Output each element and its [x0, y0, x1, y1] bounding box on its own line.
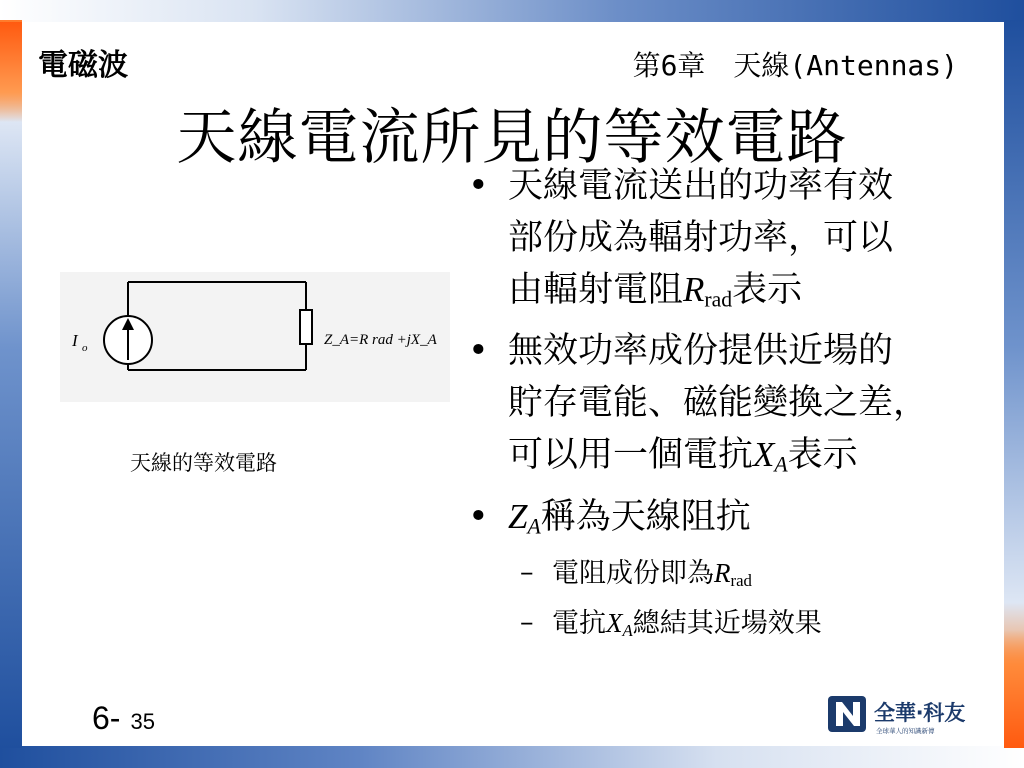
bullet-reactance: • 無效功率成份提供近場的 貯存電能、磁能變換之差， 可以用一個電抗$X_A$表示: [462, 325, 982, 490]
impedance-resistor-icon: [300, 310, 312, 344]
bullet-antenna-impedance: • $Z_A$稱為天線阻抗: [462, 491, 982, 552]
course-title: 電磁波: [38, 48, 128, 83]
bullet-dot-icon: •: [468, 496, 489, 537]
publisher-logo: [826, 692, 996, 738]
svg-text:全球華人的知識新傳: 全球華人的知識新傳: [876, 727, 935, 735]
page-number: 6- 35: [92, 700, 155, 736]
bullet-dot-icon: •: [468, 331, 489, 372]
source-subscript: o: [82, 342, 88, 354]
dash-icon: –: [520, 607, 534, 639]
subbullet-resistance: – 電阻成份即為$R_{rad}$: [462, 552, 982, 602]
bottom-border-band: [0, 746, 1024, 768]
bullet-radiation-resistance: • 天線電流送出的功率有效 部份成為輻射功率，可以 由輻射電阻$R_{rad}$表示: [462, 160, 982, 325]
chapter-title: 第6章 天線(Antennas): [632, 49, 958, 82]
dash-icon: –: [520, 557, 534, 589]
slide-title: 天線電流所見的等效電路: [176, 103, 848, 173]
bullet-list: [462, 160, 982, 653]
impedance-label: Z_A=R rad +jX_A: [324, 332, 437, 348]
subbullet-reactance: – 電抗$X_A$總結其近場效果: [462, 602, 982, 652]
source-label: I: [72, 331, 78, 350]
top-border-band: [0, 0, 1024, 22]
bullet-dot-icon: •: [468, 166, 489, 206]
equivalent-circuit-diagram: [60, 272, 450, 402]
bottom-right-accent: [1004, 630, 1024, 748]
figure-caption: 天線的等效電路: [130, 451, 277, 475]
svg-text:全華‧科友: 全華‧科友: [874, 701, 966, 725]
